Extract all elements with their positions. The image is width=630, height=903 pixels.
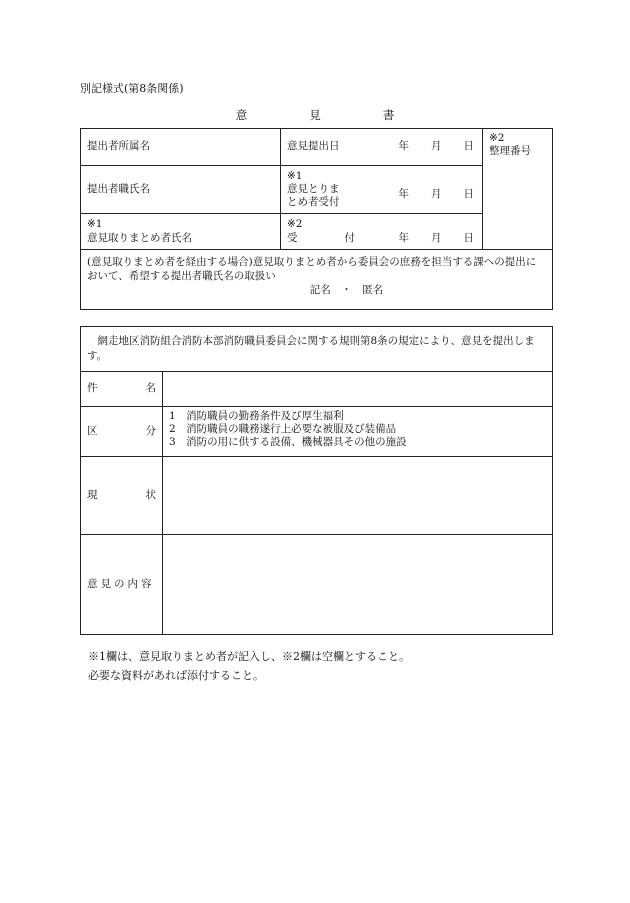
notes bbox=[88, 648, 410, 685]
opinion-date-field[interactable] bbox=[399, 140, 477, 153]
subject-label-1: 件 bbox=[87, 382, 98, 395]
month-unit: 月 bbox=[431, 231, 442, 244]
dept-label: 提出者所属名 bbox=[81, 129, 281, 166]
status-label-2: 状 bbox=[145, 488, 156, 501]
title-char-1: 意 bbox=[235, 108, 248, 122]
category-option-2[interactable]: 2 消防職員の職務遂行上必要な被服及び装備品 bbox=[169, 423, 397, 436]
seiri-number-cell[interactable] bbox=[483, 129, 553, 250]
receipt-label-1: 意見とりま bbox=[287, 182, 340, 195]
coordinator-cell[interactable] bbox=[81, 214, 281, 250]
title-char-2: 見 bbox=[309, 108, 321, 122]
year-unit: 年 bbox=[398, 231, 409, 244]
handling-text: (意見取りまとめ者を経由する場合)意見取りまとめ者から委員会の庶務を担当する課への提出において、希望する提出者職氏名の取扱い bbox=[87, 256, 537, 282]
coordinator-label: 意見取りまとめ者氏名 bbox=[87, 231, 192, 244]
opinion-table bbox=[80, 326, 553, 635]
handling-options[interactable]: 記名 ・ 匿名 bbox=[309, 284, 384, 297]
year-unit: 年 bbox=[398, 188, 409, 201]
acceptance-mark: ※2 bbox=[287, 218, 303, 231]
day-unit: 日 bbox=[463, 188, 474, 201]
receipt-label-2: とめ者受付 bbox=[287, 196, 340, 209]
intro-text: 網走地区消防組合消防本部消防職員委員会に関する規則第8条の規定により、意見を提出します。 bbox=[87, 335, 535, 362]
note-line-1: ※1欄は、意見取りまとめ者が記入し、※2欄は空欄とすること。 bbox=[88, 650, 410, 663]
year-unit: 年 bbox=[398, 140, 409, 153]
subject-input[interactable] bbox=[163, 372, 553, 407]
category-label-2: 分 bbox=[145, 424, 156, 437]
category-label-1: 区 bbox=[87, 424, 98, 437]
coordinator-mark: ※1 bbox=[87, 218, 103, 231]
note-line-2: 必要な資料があれば添付すること。 bbox=[88, 668, 264, 682]
intro-cell bbox=[81, 327, 553, 372]
form-style-note: 別記様式(第8条関係) bbox=[80, 82, 184, 95]
category-option-3[interactable]: 3 消防の用に供する設備、機械器具その他の施設 bbox=[169, 436, 407, 449]
receipt-cell bbox=[281, 166, 483, 214]
month-unit: 月 bbox=[431, 188, 442, 201]
subject-label-2: 名 bbox=[145, 382, 156, 395]
subject-label-cell bbox=[81, 372, 163, 407]
acceptance-cell bbox=[281, 214, 483, 250]
submitter-table bbox=[80, 128, 553, 310]
status-label-1: 現 bbox=[87, 488, 98, 501]
month-unit: 月 bbox=[431, 140, 442, 153]
category-option-1[interactable]: 1 消防職員の勤務条件及び厚生福利 bbox=[169, 410, 344, 422]
seiri-mark: ※2 bbox=[489, 132, 505, 144]
document-title bbox=[0, 108, 630, 122]
acceptance-label-2: 付 bbox=[344, 231, 355, 244]
content-label: 意見の内容 bbox=[87, 577, 155, 590]
receipt-date-field[interactable] bbox=[399, 188, 477, 201]
day-unit: 日 bbox=[463, 140, 474, 153]
opinion-date-cell bbox=[281, 129, 483, 166]
status-label-cell bbox=[81, 457, 163, 535]
opinion-date-label: 意見提出日 bbox=[287, 140, 340, 153]
day-unit: 日 bbox=[463, 231, 474, 244]
content-label-cell bbox=[81, 535, 163, 635]
title-char-3: 書 bbox=[382, 108, 395, 122]
status-input[interactable] bbox=[163, 457, 553, 535]
category-label-cell bbox=[81, 407, 163, 457]
handling-cell bbox=[81, 250, 553, 310]
acceptance-label-1: 受 bbox=[287, 231, 298, 244]
content-input[interactable] bbox=[163, 535, 553, 635]
seiri-label: 整理番号 bbox=[489, 145, 531, 158]
name-label: 提出者職氏名 bbox=[81, 166, 281, 214]
acceptance-date-field[interactable] bbox=[399, 232, 477, 245]
receipt-mark: ※1 bbox=[287, 169, 303, 182]
category-options[interactable] bbox=[163, 407, 553, 457]
